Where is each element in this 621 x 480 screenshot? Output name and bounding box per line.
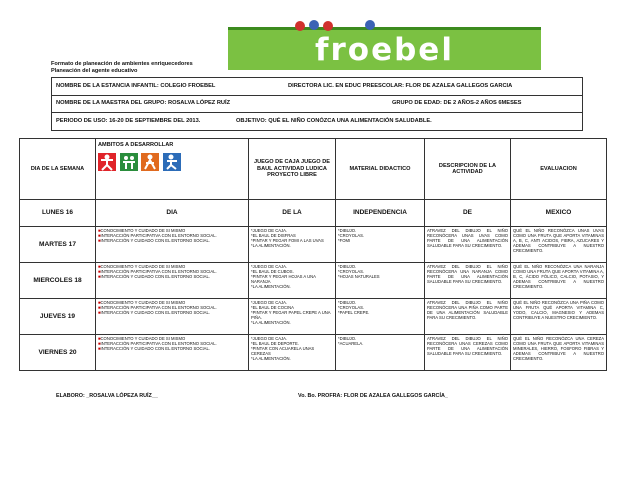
actividad-item: *JUEGO DE CAJA. <box>251 228 288 233</box>
bullet-icon: ■ <box>98 264 101 269</box>
ambitos-icons <box>98 153 246 173</box>
ambito-item-text: CONOCIMIENTO Y CUIDADO DE SI MISMO <box>100 228 186 233</box>
elaboro-label: ELABORO: _ROSALVA LÓPEZA RUÍZ__ <box>56 393 158 399</box>
actividad-cell <box>249 335 336 371</box>
actividad-cell <box>249 263 336 299</box>
header-actividad: JUEGO DE CAJA JUEGO DE BAUL ACTIVIDAD LUDICA PROYECTO LIBRE <box>249 139 336 200</box>
figure-blue-icon <box>163 153 181 171</box>
ambito-item-text: INTERACCIÓN PARTICIPATIVA CON EL ENTORNO SOCIAL. <box>100 341 217 347</box>
evaluacion-cell: QUÉ EL NIÑO RECONÓZCA UNA CEREZA COMO UNA FRUTA QUE APORTA VITAMINAS MINERALES, HIERRO, FOSFORO FIBRAS Y ADEMAS CONTRIBUYE A NUESTRO CRECIMIENTO. <box>511 335 607 371</box>
header-material: MATERIAL DIDACTICO <box>336 139 425 200</box>
bullet-icon: ■ <box>98 300 101 305</box>
ambito-item-text: INTERACCIÓN PARTICIPATIVA CON EL ENTORNO SOCIAL. <box>100 305 217 311</box>
actividad-item: *LA ALIMENTACIÓN. <box>251 356 291 362</box>
actividad-item: *PINTAR Y PEGAR PAPEL CREPE A UNA PIÑA. <box>251 310 331 321</box>
actividad-item: *JUEGO DE CAJA. <box>251 336 288 341</box>
grupo-label: GRUPO DE EDAD: DE 2 AÑOS-2 AÑOS 6MESES <box>392 100 522 106</box>
banner-word-de: DE <box>425 200 511 227</box>
descripcion-cell: ATRAVEZ DEL DIBUJO EL NIÑO RECONÓCERA UNAS CEREZAS COMO PARTE DE UNA ALIMENTACIÓN SALUDABLE PARA SU CRECIMIENTO. <box>425 335 511 371</box>
descripcion-cell: ATRAVEZ DEL DIBUJO EL NIÑO RECONÓCERA UNAS UVAS COMO PARTE DE UNA ALIMENTACIÓN SALUDABLE PARA SU CRECIMIENTO. <box>425 227 511 263</box>
actividad-item: *EL BAUL DE DEPORTE. <box>251 341 300 347</box>
periodo-label: PERIODO DE USO: 16-20 DE SEPTIEMBRE DEL 2013. <box>56 118 201 124</box>
actividad-item: *EL BAUL DE DISFRAS <box>251 233 296 239</box>
actividad-item: *PINTAR Y PEGAR HOJAS A UNA NARANJA <box>251 274 316 285</box>
actividad-item: *EL BAUL DE CUBOS. <box>251 269 294 275</box>
froebel-logo <box>228 27 541 70</box>
material-item: *CROYOLAS. <box>338 305 365 311</box>
ambito-item-text: INTERACCIÓN Y CUIDADO CON EL ENTORNO SOCIAL. <box>100 310 210 316</box>
bullet-icon: ■ <box>98 233 101 239</box>
actividad-item: *PINTAR CON ACUARELA UNAS CEREZAS <box>251 346 315 357</box>
evaluacion-cell: QUÉ EL NIÑO RECONÓZCA UNA PIÑA COMO UNA FRUTA QUÉ APORTA VITAMINA C, YODO, CALCIO, MAGNESIO Y ADEMAS CONTRIBUYE A NUESTRO CRECIMIENTO. <box>511 299 607 335</box>
ambitos-cell <box>96 227 249 263</box>
evaluacion-cell: QUÉ EL NIÑO RECONÓZCA UNA NARANJA COMO UNA FRUTA QUE APORTA VITAMINA A, B, C, ÁCIDO FÓLICO, CALCIO, POTASIO, Y ADEMAS CONTRIBUYE A NUESTRO CRECIMIENTO. <box>511 263 607 299</box>
bullet-icon: ■ <box>98 305 101 311</box>
ambito-item-text: CONOCIMIENTO Y CUIDADO DE SI MISMO <box>100 300 186 305</box>
actividad-item: *PINTAR Y PEGAR FOMI A LAS UVAS <box>251 238 324 244</box>
material-item: *DIBUJO. <box>338 300 357 305</box>
info-row-estancia <box>51 77 583 96</box>
directora-label: DIRECTORA LIC. EN EDUC PREESCOLAR: FLOR DE AZALEA GALLEGOS GARCIA <box>288 83 513 89</box>
table-row <box>20 335 607 371</box>
figure-red-icon <box>98 153 116 171</box>
bullet-icon: ■ <box>98 274 101 280</box>
ambito-item <box>98 310 246 315</box>
bullet-icon: ■ <box>98 228 101 233</box>
banner-word-independencia: INDEPENDENCIA <box>336 200 425 227</box>
material-item: *FOMI <box>338 238 351 244</box>
bullet-icon: ■ <box>98 346 101 352</box>
vobo-label: Vo. Bo. PROFRA: FLOR DE AZALEA GALLEGOS GARCÍA_ <box>298 393 448 399</box>
table-row <box>20 299 607 335</box>
material-item: *PAPEL CREPE. <box>338 310 370 316</box>
ambito-item-text: CONOCIMIENTO Y CUIDADO DE SI MISMO <box>100 264 186 269</box>
bullet-icon: ■ <box>98 310 101 316</box>
estancia-label: NOMBRE DE LA ESTANCIA INFANTIL: COLEGIO FROEBEL <box>56 83 216 89</box>
maestra-label: NOMBRE DE LA MAESTRA DEL GRUPO: ROSALVA LÓPEZ RUÍZ <box>56 100 231 106</box>
figure-green-icon <box>120 153 138 171</box>
banner-word-dia: DIA <box>96 200 249 227</box>
ambito-item-text: INTERACCIÓN Y CUIDADO CON EL ENTORNO SOCIAL. <box>100 274 210 280</box>
ambito-item-text: INTERACCIÓN Y CUIDADO CON EL ENTORNO SOCIAL. <box>100 238 210 244</box>
ambito-item-text: CONOCIMIENTO Y CUIDADO DE SI MISMO <box>100 336 186 341</box>
actividad-item: *JUEGO DE CAJA. <box>251 264 288 269</box>
header-ambitos <box>96 139 249 200</box>
objetivo-label: OBJETIVO: QUÉ EL NIÑO CONÓZCA UNA ALIMENTACIÓN SALUDABLE. <box>236 118 432 124</box>
descripcion-cell: ATRAVEZ DEL DIBUJO EL NIÑO RECONÓCERA UNA PIÑA COMO PARTE DE UNA ALIMENTACIÓN SALUDABLE PARA SU CRECIMIENTO. <box>425 299 511 335</box>
actividad-item: *LA ALIMENTACIÓN. <box>251 243 291 249</box>
actividad-item: *JUEGO DE CAJA. <box>251 300 288 305</box>
bullet-icon: ■ <box>98 238 101 244</box>
ambito-item-text: INTERACCIÓN PARTICIPATIVA CON EL ENTORNO SOCIAL. <box>100 233 217 239</box>
actividad-item: *EL BAUL DE COCINA <box>251 305 294 311</box>
header-evaluacion: EVALUACION <box>511 139 607 200</box>
day-cell: MARTES 17 <box>20 227 96 263</box>
ambito-item <box>98 346 246 351</box>
lunes-holiday-row <box>20 200 607 227</box>
material-item: *HOJAS NATURALES <box>338 274 380 280</box>
ambito-item <box>98 238 246 243</box>
header-dia: DIA DE LA SEMANA <box>20 139 96 200</box>
header-descripcion: DESCRIPCION DE LA ACTIVIDAD <box>425 139 511 200</box>
ambitos-label: AMBITOS A DESARROLLAR <box>98 142 174 148</box>
material-item: *DIBUJO. <box>338 264 357 269</box>
day-cell: VIERNES 20 <box>20 335 96 371</box>
ambito-item-text: INTERACCIÓN PARTICIPATIVA CON EL ENTORNO SOCIAL. <box>100 269 217 275</box>
ambitos-cell <box>96 263 249 299</box>
actividad-cell <box>249 299 336 335</box>
material-cell <box>336 263 425 299</box>
day-cell: JUEVES 19 <box>20 299 96 335</box>
evaluacion-cell: QUÉ EL NIÑO RECONÓZCA UNAS UVAS COMO UNA FRUTA QUE APORTA VITAMINAS A, B, C, ANTI ACIDOS, FIBRA, AZUCARES Y ADEMAS CONTRIBUYE A NUESTRO CRECIMIENTO. <box>511 227 607 263</box>
material-cell <box>336 227 425 263</box>
banner-day: LUNES 16 <box>20 200 96 227</box>
material-item: *DIBUJO. <box>338 336 357 341</box>
figure-orange-icon <box>141 153 159 171</box>
bullet-icon: ■ <box>98 269 101 275</box>
info-row-periodo <box>51 113 583 131</box>
material-item: *DIBUJO. <box>338 228 357 233</box>
format-title: Formato de planeación de ambientes enriquecedores <box>51 61 193 67</box>
material-cell <box>336 335 425 371</box>
ambitos-cell <box>96 299 249 335</box>
banner-word-mexico: MEXICO <box>511 200 607 227</box>
week-rows <box>20 227 607 371</box>
actividad-item: *LA ALIMENTACIÓN. <box>251 284 291 290</box>
table-row <box>20 227 607 263</box>
ambito-item-text: INTERACCIÓN Y CUIDADO CON EL ENTORNO SOCIAL. <box>100 346 210 352</box>
ambito-item <box>98 274 246 279</box>
ambitos-cell <box>96 335 249 371</box>
banner-word-de-la: DE LA <box>249 200 336 227</box>
actividad-cell <box>249 227 336 263</box>
table-header-row <box>20 139 607 200</box>
planning-table <box>19 138 607 371</box>
descripcion-cell: ATRAVEZ DEL DIBUJO EL NIÑO RECONÓCERA UNA NARANJA COMO PARTE DE UNA ALIMENTACIÓN SALUDABLE PARA SU CRECIMIENTO. <box>425 263 511 299</box>
material-cell <box>336 299 425 335</box>
material-item: *ACUARELA. <box>338 341 364 347</box>
logo-decoration-icon <box>292 18 382 32</box>
format-subtitle: Planeación del agente educativo <box>51 68 138 74</box>
material-item: *CROYOLAS. <box>338 233 365 239</box>
table-row <box>20 263 607 299</box>
actividad-item: *LA ALIMENTACIÓN. <box>251 320 291 326</box>
day-cell: MIERCOLES 18 <box>20 263 96 299</box>
material-item: *CROYOLAS. <box>338 269 365 275</box>
bullet-icon: ■ <box>98 341 101 347</box>
info-row-maestra <box>51 95 583 113</box>
bullet-icon: ■ <box>98 336 101 341</box>
logo-text: froebel <box>315 32 454 68</box>
